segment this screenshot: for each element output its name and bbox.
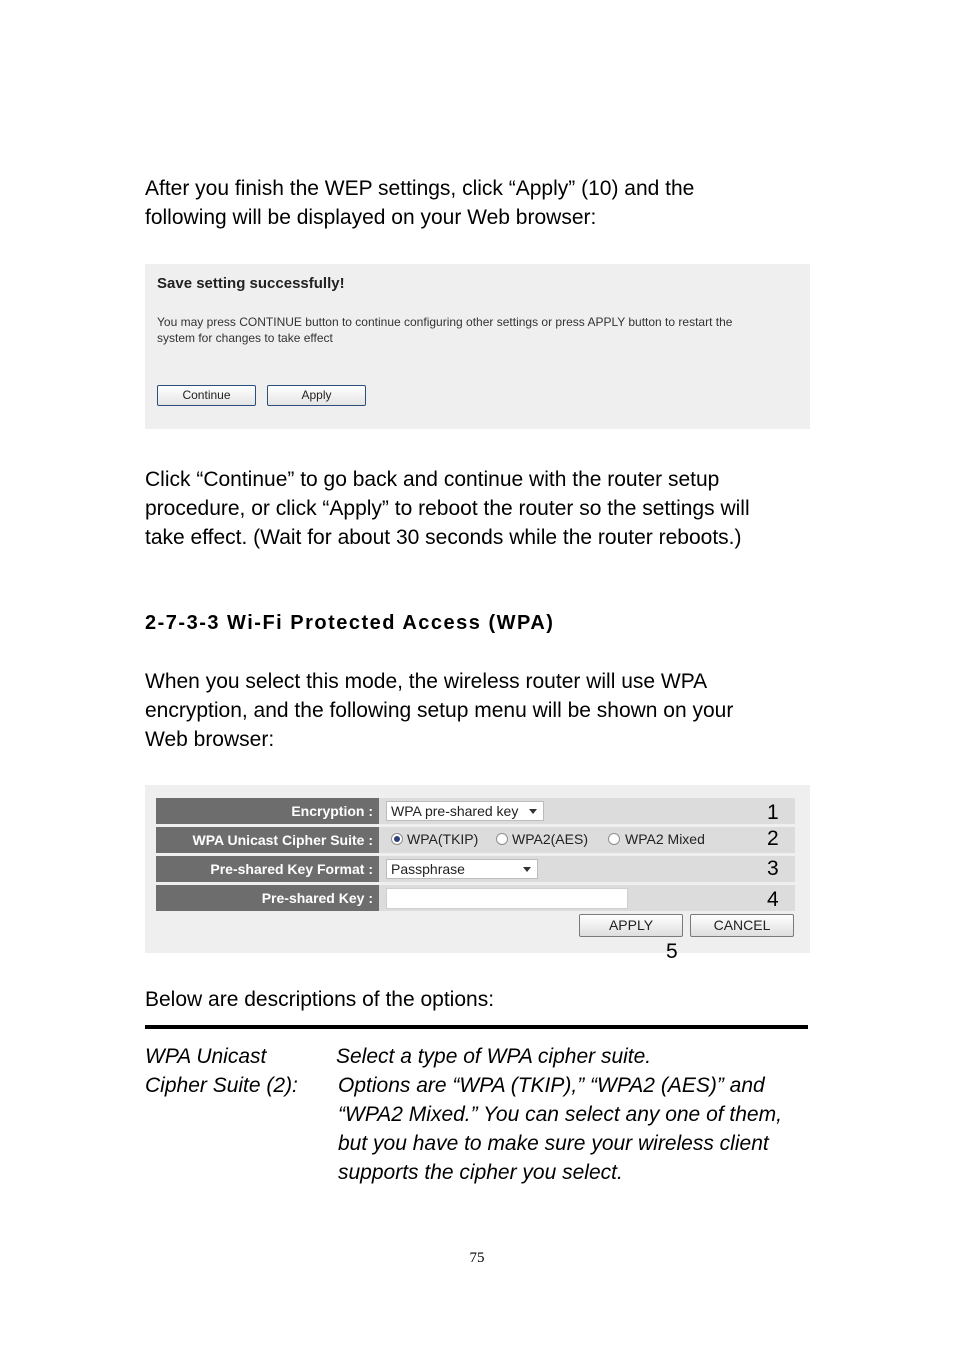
apply-button[interactable]: Apply [267, 385, 366, 406]
text-line: Below are descriptions of the options: [145, 988, 495, 1011]
description-line: Select a type of WPA cipher suite. [336, 1045, 652, 1068]
term-line: WPA Unicast [145, 1045, 267, 1068]
encryption-row [156, 798, 795, 824]
page-number: 75 [469, 1250, 485, 1266]
description-line: but you have to make sure your wireless client [338, 1132, 769, 1155]
pre-shared-key-label: Pre-shared Key : [156, 885, 379, 911]
save-title: Save setting successfully! [157, 275, 345, 292]
radio-label-wpa2-aes: WPA2(AES) [512, 831, 588, 847]
cancel-button[interactable]: CANCEL [690, 914, 794, 937]
key-format-label: Pre-shared Key Format : [156, 856, 379, 882]
text-line: procedure, or click “Apply” to reboot the router so the settings will [145, 497, 750, 520]
continue-paragraph [145, 465, 825, 552]
wpa-paragraph [145, 667, 825, 754]
chevron-down-icon [529, 809, 537, 814]
message-line: You may press CONTINUE button to continue configuring other settings or press APPLY button to restart the [157, 315, 733, 329]
text-line: After you finish the WEP settings, click “Apply” (10) and the [145, 177, 695, 200]
continue-button[interactable]: Continue [157, 385, 256, 406]
text-line: encryption, and the following setup menu will be shown on your [145, 699, 734, 722]
callout-4: 4 [767, 888, 779, 911]
text-line: When you select this mode, the wireless router will use WPA [145, 670, 708, 693]
callout-1: 1 [767, 801, 779, 824]
term-line: Cipher Suite (2): [145, 1074, 298, 1097]
pre-shared-key-row [156, 885, 795, 911]
key-format-value: Passphrase [391, 861, 465, 877]
definition-term [145, 1042, 298, 1100]
radio-wpa2-aes[interactable] [496, 833, 508, 845]
text-line: Click “Continue” to go back and continue with the router setup [145, 468, 720, 491]
apply-button[interactable]: APPLY [579, 914, 683, 937]
intro-paragraph [145, 174, 825, 232]
text-line: Web browser: [145, 728, 275, 751]
key-format-select[interactable] [386, 859, 538, 879]
description-line: Options are “WPA (TKIP),” “WPA2 (AES)” and [338, 1074, 765, 1097]
definition-description [336, 1042, 782, 1187]
radio-wpa2-mixed[interactable] [608, 833, 620, 845]
options-intro [145, 985, 825, 1014]
encryption-select[interactable] [386, 801, 544, 821]
encryption-label: Encryption : [156, 798, 379, 824]
text-line: take effect. (Wait for about 30 seconds while the router reboots.) [145, 526, 742, 549]
callout-2: 2 [767, 827, 779, 850]
key-format-row [156, 856, 795, 882]
callout-5: 5 [666, 940, 678, 963]
radio-label-wpa-tkip: WPA(TKIP) [407, 831, 479, 847]
encryption-value: WPA pre-shared key [391, 803, 519, 819]
text-line: following will be displayed on your Web browser: [145, 206, 597, 229]
radio-wpa-tkip[interactable] [391, 833, 403, 845]
section-heading: 2-7-3-3 Wi-Fi Protected Access (WPA) [145, 612, 555, 634]
radio-label-wpa2-mixed: WPA2 Mixed [625, 831, 705, 847]
description-line: supports the cipher you select. [338, 1161, 623, 1184]
save-message [157, 314, 802, 346]
callout-3: 3 [767, 857, 779, 880]
description-line: “WPA2 Mixed.” You can select any one of them, [338, 1103, 782, 1126]
cipher-suite-label: WPA Unicast Cipher Suite : [156, 827, 379, 853]
wpa-settings-panel [145, 785, 810, 963]
cipher-suite-row [156, 827, 795, 853]
message-line: system for changes to take effect [157, 331, 333, 345]
chevron-down-icon [523, 867, 531, 872]
pre-shared-key-input[interactable] [386, 888, 628, 909]
divider-rule [145, 1025, 808, 1029]
save-success-panel [145, 264, 810, 429]
